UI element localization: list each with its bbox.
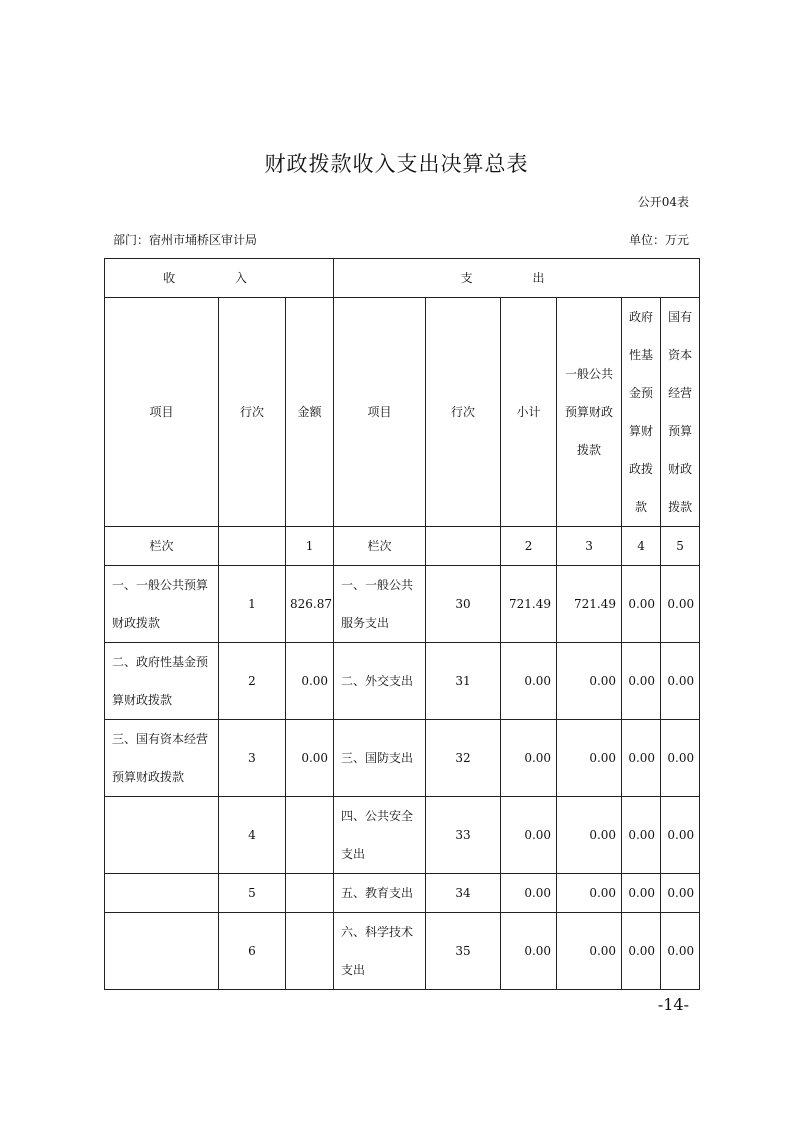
table-row: 一、一般公共预算财政拨款 1 826.87 一、一般公共服务支出 30 721.49 721.49 0.00 0.00: [105, 566, 700, 643]
table-row: 4 四、公共安全支出 33 0.00 0.00 0.00 0.00: [105, 797, 700, 874]
page-number: -14-: [657, 995, 689, 1014]
column-number-row: 栏次 1 栏次 2 3 4 5: [105, 527, 700, 566]
table-row: 二、政府性基金预算财政拨款 2 0.00 二、外交支出 31 0.00 0.00 0.00 0.00: [105, 643, 700, 720]
header-state-capital: 国有资本经营预算财政拨款: [661, 298, 700, 527]
header-exp-line-no: 行次: [426, 298, 501, 527]
header-amount: 金额: [286, 298, 334, 527]
table-row: 5 五、教育支出 34 0.00 0.00 0.00 0.00: [105, 874, 700, 913]
form-number: 公开04表: [637, 195, 689, 209]
header-subtotal: 小计: [501, 298, 557, 527]
department-label: 部门：宿州市埇桥区审计局: [113, 233, 258, 247]
column-header-row: [105, 298, 700, 527]
header-exp-item: 项目: [334, 298, 426, 527]
unit-label: 单位：万元: [628, 233, 689, 247]
table-row: 三、国有资本经营预算财政拨款 3 0.00 三、国防支出 32 0.00 0.00 0.00 0.00: [105, 720, 700, 797]
header-line-no: 行次: [219, 298, 286, 527]
budget-summary-table: [104, 258, 700, 990]
table-row: 6 六、科学技术支出 35 0.00 0.00 0.00 0.00: [105, 913, 700, 990]
header-general-budget: 一般公共预算财政拨款: [557, 298, 622, 527]
income-header: 收 入: [105, 259, 334, 298]
expense-header: 支 出: [334, 259, 700, 298]
header-item: 项目: [105, 298, 219, 527]
page-title: 财政拨款收入支出决算总表: [264, 152, 529, 176]
section-header-row: [105, 259, 700, 298]
header-gov-fund: 政府性基金预算财政拨款: [622, 298, 661, 527]
